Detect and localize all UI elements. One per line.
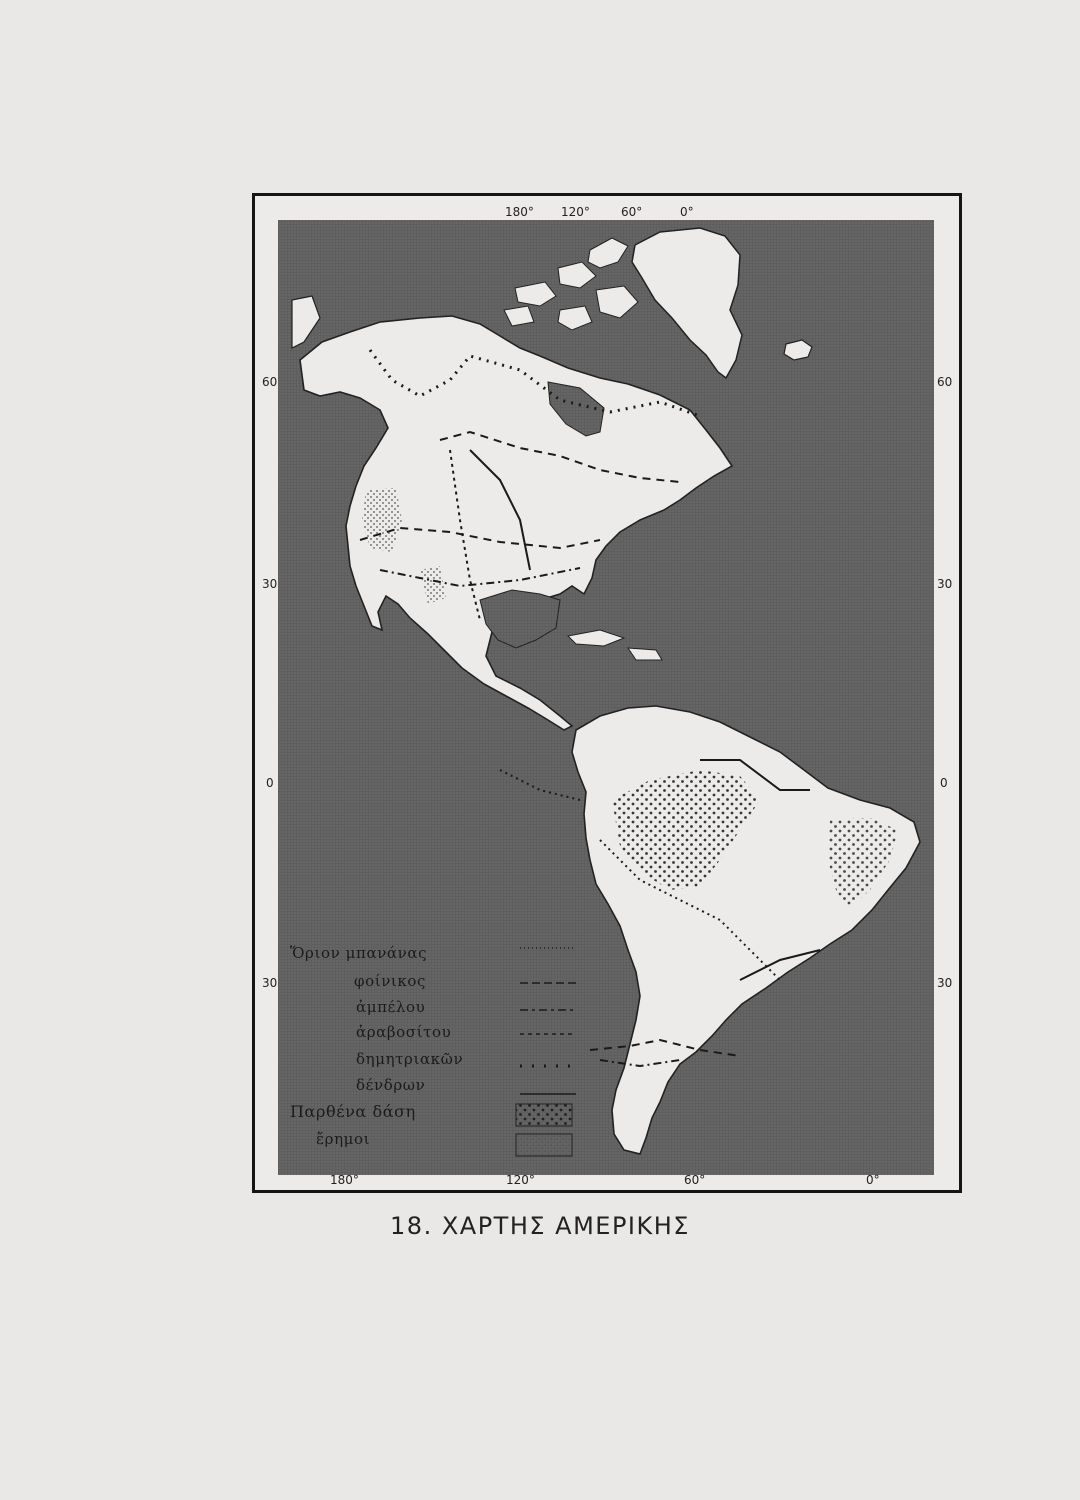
lon-bottom-60: 60° xyxy=(684,1173,706,1187)
lat-left-30: 30 xyxy=(262,577,278,591)
lon-top-120: 120° xyxy=(561,205,590,219)
legend-box-forest xyxy=(516,1104,572,1126)
lat-right-30: 30 xyxy=(937,577,953,591)
legend-item-trees: δένδρων xyxy=(356,1076,426,1094)
lat-right-0: 0 xyxy=(940,776,948,790)
lat-right-30s: 30 xyxy=(937,976,953,990)
legend-item-palm: φοίνικος xyxy=(354,972,427,990)
legend-item-desert: ἔρημοι xyxy=(316,1130,371,1148)
legend-item-forest: Παρθένα δάση xyxy=(290,1102,416,1121)
lon-top-0: 0° xyxy=(680,205,694,219)
lat-left-0: 0 xyxy=(266,776,274,790)
lon-top-60: 60° xyxy=(621,205,643,219)
legend-item-cereals: δημητριακῶν xyxy=(356,1050,464,1068)
lat-left-30s: 30 xyxy=(262,976,278,990)
lon-bottom-180: 180° xyxy=(330,1173,359,1187)
legend-box-desert xyxy=(516,1134,572,1156)
lat-left-60: 60 xyxy=(262,375,278,389)
legend-title: Ὅριον μπανάνας xyxy=(290,944,428,962)
legend-item-maize: ἀραβοσίτου xyxy=(356,1023,452,1041)
lon-top-180: 180° xyxy=(505,205,534,219)
legend-item-vine: ἀμπέλου xyxy=(356,998,426,1016)
lon-bottom-0: 0° xyxy=(866,1173,880,1187)
lon-bottom-120: 120° xyxy=(506,1173,535,1187)
lat-right-60: 60 xyxy=(937,375,953,389)
map-caption: 18. ΧΑΡΤΗΣ ΑΜΕΡΙΚΗΣ xyxy=(390,1212,690,1240)
